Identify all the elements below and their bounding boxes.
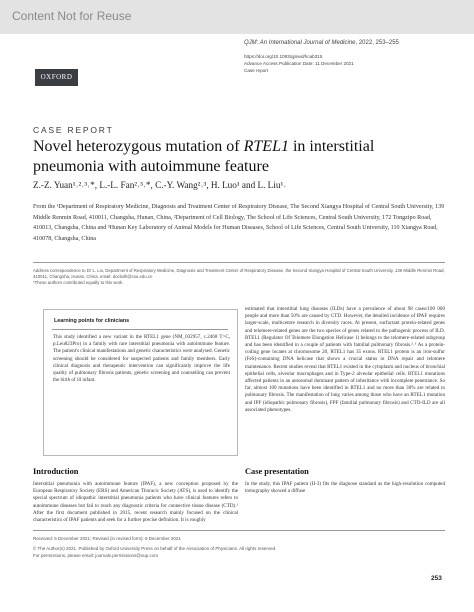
divider-bottom xyxy=(33,530,445,531)
learning-points-title: Learning points for clinicians xyxy=(54,318,130,324)
equal-contribution-note: *These authors contributed equally to this work. xyxy=(33,280,124,286)
journal-year-pages: , 2022, 253–255 xyxy=(355,40,399,46)
page-number: 253 xyxy=(431,575,442,582)
watermark-text: Content Not for Reuse xyxy=(12,9,132,23)
copyright-line: © The Author(s) 2021. Published by Oxford University Press on behalf of the Association of Physicians. All rights reserved. xyxy=(33,546,277,551)
section-label: CASE REPORT xyxy=(33,125,114,135)
divider-top xyxy=(33,262,445,263)
case-presentation-heading: Case presentation xyxy=(245,467,309,476)
article-title xyxy=(33,137,448,176)
introduction-body: Interstitial pneumonia with autoimmune feature (IPAF), a new conception proposed by the European Respiratory Society (ERS) and American Thoracic Society (ATS), is used to identify the special spectrum of idiopathic interstitial pneumonia patients who have clinical features refers to autoimmune diseases but fail to reach any diagnostic criteria for connective tissue disease (CTD).¹ After the first document published in 2015, recent research mainly focused on the clinical characteristics of IPAF patients and seek for a further precise definition. It is roughly xyxy=(33,481,238,524)
case-presentation-body: In the study, this IPAF patient (II-3) fits the diagnose standard as the high-resolution computed tomography showed a diffuse xyxy=(245,481,445,495)
title-part-a: Novel heterozygous mutation of xyxy=(33,138,244,155)
title-part-b: in interstitial pneumonia with autoimmune feature xyxy=(33,138,375,175)
correspondence xyxy=(33,268,445,287)
author-list: Z.-Z. Yuan¹˒²˒³˒*, L.-L. Fan²˒³˒*, C.-Y. Wang²˒³, H. Luo¹ and L. Liu¹˒ xyxy=(33,180,287,190)
advance-access-date: Advance Access Publication Date: 11 December 2021 xyxy=(244,61,354,66)
oxford-logo: OXFORD xyxy=(35,69,78,86)
article-type: Case report xyxy=(244,68,269,73)
learning-points-divider xyxy=(52,329,228,330)
received-dates: Received: 5 December 2021; Revised (in revised form): 6 December 2021 xyxy=(33,536,181,541)
title-gene: RTEL1 xyxy=(243,138,289,155)
affiliations: From the ¹Department of Respiratory Medicine, Diagnosis and Treatment Center of Respiratory Disease, The Second Xiangya Hospital of Central South University, 139 Middle Renmin Road, 410011, Changsha, Hunan, China, ²Department of Cell Biology, The School of Life Sciences, Central South University, 172 Tongzipo Road, 410013, Changsha, China and ³Hunan Key Laboratory of Animal Models for Human Diseases, School of Life Sciences, Central South University, 110 Xiangya Road, 410078, Changsha, China xyxy=(33,204,445,242)
journal-citation xyxy=(244,40,399,46)
right-column-body: estimated that interstitial lung diseases (ILDs) have a prevalence of about 98 cases/100 000 people and more than 50% are caused by CTD. However, the detailed incidence of IPAF requires larger-scale, multicentre research in diversity races. At present, surfactant protein-related genes and telomere-related genes are the two species of genes related to the pathogenic process of ILD. RTEL1 (Regulator Of Telomere Elongation Helicase 1) belongs to the telomere-related subgroup and has been identified in a couple of patients with familial pulmonary fibrosis.²˒³ As a protein-coding gene locates at chromosome 20, RTEL1 has 35 exons. RTEL1 protein is an iron-sulfur (FeS)-containing DNA helicase that shows a crucial status in DNA repair and telomere maintenance. Recent studies reveal that RTEL1 existed in the cytoplasm and nucleus of bronchial epithelial cells, alveolar macrophages and in Type-2 alveolar epithelial cells. RTEL1 mutations affected patients in an autosomal dominant pattern of inheritance with incomplete penetrance. So far, almost 100 mutations have been identified in RTEL1 and no more than 30% are related to pulmonary fibrosis. The manifestation of lung varies among those who have an RTEL1 mutation and IPF (idiopathic pulmonary fibrosis), FPF (familial pulmonary fibrosis) and CTD-ILD are all associated phenotypes. xyxy=(245,306,445,413)
doi-link[interactable]: https://doi.org/10.1093/qjmed/hcab315 xyxy=(244,54,323,59)
correspondence-address: Address correspondence to Dr L. Liu, Department of Respiratory Medicine, Diagnosis and Treatment Center of Respiratory Disease, the Second Xiangya Hospital of Central South University, 139 Middle Renmin Road, 410011, Changsha, Hunan, China. email: docliulh@csu.edu.cn xyxy=(33,268,445,280)
introduction-heading: Introduction xyxy=(33,467,79,476)
learning-points-box xyxy=(43,309,238,456)
permissions-line: For permissions, please email: journals.permissions@oup.com xyxy=(33,553,159,558)
learning-points-body: This study identified a new variant in the RTEL1 gene (NM_032957, c.2468 T>C, p.Leu823Pro) in a family with rare interstitial pneumonia with autoimmune feature. The patient's clinical manifestations and genetic characteristics were analysed. Genetic screening should be considered for suspected patients and family members. Early clinical diagnosis and therapeutic intervention can significantly improve the life quality of pulmonary fibrosis patients, genetic screening and counselling can prevent the birth of ill infant. xyxy=(53,334,230,384)
journal-name: QJM: An International Journal of Medicine xyxy=(244,40,356,46)
